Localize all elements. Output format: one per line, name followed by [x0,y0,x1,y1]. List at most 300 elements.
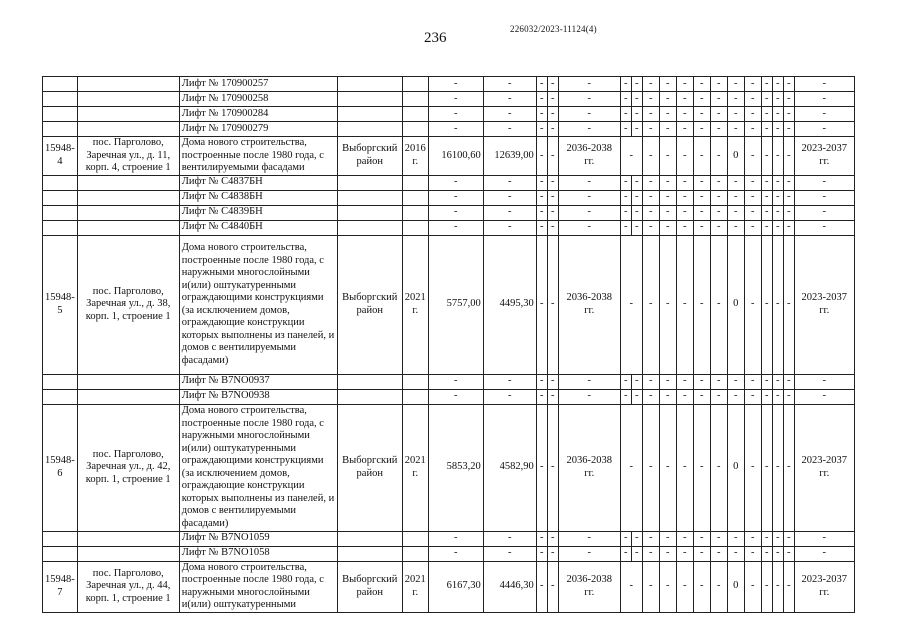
building-row [43,137,855,176]
period-cell: - [558,205,620,220]
work-cell: - [642,220,659,235]
work-cell: - [783,561,794,612]
area-living-cell: - [483,374,536,389]
address-cell [77,190,179,205]
building-row [43,561,855,612]
work-cell: - [642,175,659,190]
address-cell [77,389,179,404]
id-cell [43,190,78,205]
dash-cell: - [536,92,547,107]
work-cell: - [772,235,783,374]
work-cell: - [744,77,761,92]
work-cell: - [727,374,744,389]
work-cell: - [693,561,710,612]
lift-row [43,374,855,389]
dash-cell: - [547,561,558,612]
address-cell [77,175,179,190]
area-living-cell: - [483,77,536,92]
year-cell [402,389,428,404]
period-cell: 2036-2038 гг. [558,137,620,176]
work-cell: - [642,137,659,176]
dash-cell: - [536,235,547,374]
work-cell: - [693,531,710,546]
work-cell: - [783,77,794,92]
work-cell: - [693,175,710,190]
work-cell: - [659,77,676,92]
work-cell: - [761,190,772,205]
term-cell: - [794,205,854,220]
work-cell: - [710,107,727,122]
work-cell: - [727,92,744,107]
work-cell: - [744,546,761,561]
work-cell: - [710,389,727,404]
lift-row [43,175,855,190]
area-living-cell: - [483,190,536,205]
work-cell: - [772,546,783,561]
work-cell: - [727,122,744,137]
dash-cell: - [547,531,558,546]
area-total-cell: - [428,77,483,92]
work-cell: - [620,220,631,235]
work-cell: - [631,374,642,389]
work-cell: - [710,374,727,389]
work-cell: - [620,546,631,561]
period-cell: - [558,122,620,137]
work-cell: - [710,561,727,612]
year-cell [402,374,428,389]
work-cell: - [693,205,710,220]
work-cell: - [631,190,642,205]
work-cell: - [676,561,693,612]
dash-cell: - [547,205,558,220]
work-cell: - [710,531,727,546]
id-cell [43,546,78,561]
building-description: Дома нового строительства, построенные после 1980 года, с вентилируемыми фасадами [179,137,337,176]
work-cell: - [783,175,794,190]
district-cell: Выборгский район [337,561,402,612]
period-cell: - [558,175,620,190]
period-cell: - [558,107,620,122]
building-address: пос. Парголово, Заречная ул., д. 38, корп. 1, строение 1 [77,235,179,374]
work-cell: - [783,220,794,235]
work-cell: - [631,220,642,235]
work-cell: - [727,220,744,235]
dash-cell: - [547,389,558,404]
work-cell: - [783,235,794,374]
work-cell: - [659,107,676,122]
work-cell: - [620,404,642,531]
work-cell: - [693,404,710,531]
area-total-cell: - [428,531,483,546]
dash-cell: - [547,374,558,389]
dash-cell: - [547,137,558,176]
dash-cell: - [547,122,558,137]
year-cell [402,190,428,205]
work-cell: - [676,77,693,92]
year-cell [402,531,428,546]
work-cell: - [693,190,710,205]
area-total-cell: 5853,20 [428,404,483,531]
lift-row [43,190,855,205]
term-cell: - [794,77,854,92]
dash-cell: - [536,374,547,389]
district-cell [337,389,402,404]
work-cell: - [772,122,783,137]
work-cell: 0 [727,561,744,612]
lift-label: Лифт № С4838БН [179,190,337,205]
work-cell: - [761,235,772,374]
page-number: 236 [424,30,447,46]
period-cell: - [558,77,620,92]
work-cell: - [727,546,744,561]
lift-row [43,122,855,137]
work-cell: - [727,107,744,122]
id-cell [43,531,78,546]
work-cell: - [744,531,761,546]
area-total-cell: 5757,00 [428,235,483,374]
work-cell: - [772,404,783,531]
work-cell: - [783,92,794,107]
year-cell [402,175,428,190]
district-cell [337,531,402,546]
lift-label: Лифт № С4839БН [179,205,337,220]
term-cell: - [794,220,854,235]
area-total-cell: - [428,107,483,122]
address-cell [77,77,179,92]
address-cell [77,92,179,107]
dash-cell: - [547,92,558,107]
work-cell: - [693,546,710,561]
work-cell: 0 [727,404,744,531]
work-cell: - [772,190,783,205]
dash-cell: - [536,531,547,546]
work-cell: - [744,561,761,612]
building-id: 15948-7 [43,561,78,612]
term-cell: 2023-2037 гг. [794,137,854,176]
work-cell: - [744,205,761,220]
work-cell: - [642,374,659,389]
work-cell: - [693,77,710,92]
work-cell: - [676,531,693,546]
year-cell: 2021 г. [402,235,428,374]
area-living-cell: - [483,546,536,561]
address-cell [77,107,179,122]
work-cell: - [620,389,631,404]
work-cell: - [710,235,727,374]
work-cell: - [744,220,761,235]
building-id: 15948-5 [43,235,78,374]
year-cell [402,546,428,561]
lift-row [43,77,855,92]
area-living-cell: - [483,107,536,122]
work-cell: - [642,404,659,531]
dash-cell: - [536,389,547,404]
work-cell: - [783,374,794,389]
lift-label: Лифт № 170900258 [179,92,337,107]
work-cell: - [744,175,761,190]
id-cell [43,220,78,235]
work-cell: - [761,107,772,122]
year-cell [402,92,428,107]
work-cell: - [772,205,783,220]
building-id: 15948-4 [43,137,78,176]
period-cell: - [558,220,620,235]
work-cell: - [783,137,794,176]
work-cell: 0 [727,137,744,176]
work-cell: - [620,122,631,137]
building-id: 15948-6 [43,404,78,531]
work-cell: - [761,137,772,176]
area-living-cell: 12639,00 [483,137,536,176]
work-cell: - [693,107,710,122]
district-cell [337,122,402,137]
work-cell: - [620,92,631,107]
district-cell [337,190,402,205]
id-cell [43,77,78,92]
work-cell: - [676,220,693,235]
dash-cell: - [547,175,558,190]
housing-register-table [42,76,855,613]
work-cell: - [642,92,659,107]
work-cell: - [676,546,693,561]
area-total-cell: - [428,190,483,205]
work-cell: - [693,235,710,374]
building-address: пос. Парголово, Заречная ул., д. 44, корп. 1, строение 1 [77,561,179,612]
work-cell: - [772,92,783,107]
work-cell: - [710,92,727,107]
work-cell: - [631,205,642,220]
work-cell: - [620,561,642,612]
work-cell: - [727,190,744,205]
area-total-cell: - [428,175,483,190]
period-cell: - [558,546,620,561]
lift-row [43,546,855,561]
dash-cell: - [547,235,558,374]
work-cell: - [744,404,761,531]
work-cell: - [727,205,744,220]
building-row [43,404,855,531]
area-living-cell: - [483,220,536,235]
work-cell: - [642,546,659,561]
work-cell: - [761,561,772,612]
work-cell: - [620,77,631,92]
district-cell: Выборгский район [337,404,402,531]
work-cell: - [693,137,710,176]
work-cell: - [783,107,794,122]
lift-row [43,92,855,107]
district-cell [337,107,402,122]
period-cell: - [558,374,620,389]
work-cell: - [659,122,676,137]
work-cell: - [783,389,794,404]
work-cell: - [772,389,783,404]
work-cell: - [676,107,693,122]
lift-label: Лифт № С4840БН [179,220,337,235]
work-cell: - [642,122,659,137]
work-cell: - [710,220,727,235]
term-cell: 2023-2037 гг. [794,561,854,612]
lift-label: Лифт № В7NO0937 [179,374,337,389]
year-cell [402,77,428,92]
area-total-cell: - [428,220,483,235]
dash-cell: - [536,546,547,561]
term-cell: - [794,546,854,561]
work-cell: - [710,190,727,205]
work-cell: - [642,77,659,92]
work-cell: - [620,175,631,190]
work-cell: - [761,122,772,137]
work-cell: - [631,175,642,190]
work-cell: - [772,77,783,92]
work-cell: - [620,107,631,122]
work-cell: - [744,190,761,205]
work-cell: - [642,107,659,122]
area-total-cell: - [428,546,483,561]
work-cell: - [642,561,659,612]
area-living-cell: - [483,175,536,190]
term-cell: 2023-2037 гг. [794,235,854,374]
work-cell: - [783,122,794,137]
address-cell [77,546,179,561]
work-cell: - [676,205,693,220]
period-cell: - [558,531,620,546]
work-cell: - [659,561,676,612]
term-cell: - [794,190,854,205]
work-cell: - [772,137,783,176]
work-cell: - [783,531,794,546]
work-cell: - [693,122,710,137]
lift-label: Лифт № В7NO0938 [179,389,337,404]
work-cell: - [676,404,693,531]
work-cell: - [761,92,772,107]
work-cell: - [761,77,772,92]
building-description: Дома нового строительства, построенные после 1980 года, с наружными многослойными и(или) оштукатуренными ограждающими конструкциями (за исключением домов, ограждающие конструкции которых выполнены из панелей, и домов с вентилируемыми фасадами) [179,404,337,531]
building-description: Дома нового строительства, построенные после 1980 года, с наружными многослойными и(или) оштукатуренными ограждающими конструкциями (за исключением домов, ограждающие конструкции которых выполнены из панелей, и домов с вентилируемыми фасадами) [179,235,337,374]
building-description: Дома нового строительства, построенные после 1980 года, с наружными многослойными и(или) оштукатуренными [179,561,337,612]
period-cell: 2036-2038 гг. [558,561,620,612]
work-cell: - [659,531,676,546]
address-cell [77,220,179,235]
work-cell: - [710,175,727,190]
work-cell: - [642,531,659,546]
work-cell: - [676,92,693,107]
work-cell: - [761,175,772,190]
work-cell: - [676,389,693,404]
work-cell: - [631,531,642,546]
work-cell: 0 [727,235,744,374]
address-cell [77,122,179,137]
work-cell: - [631,122,642,137]
lift-row [43,220,855,235]
term-cell: - [794,175,854,190]
work-cell: - [710,77,727,92]
work-cell: - [642,389,659,404]
district-cell [337,205,402,220]
term-cell: - [794,122,854,137]
work-cell: - [727,175,744,190]
work-cell: - [772,374,783,389]
work-cell: - [676,175,693,190]
dash-cell: - [536,220,547,235]
district-cell: Выборгский район [337,235,402,374]
id-cell [43,122,78,137]
area-total-cell: 16100,60 [428,137,483,176]
lift-label: Лифт № В7NO1058 [179,546,337,561]
period-cell: 2036-2038 гг. [558,404,620,531]
lift-label: Лифт № 170900284 [179,107,337,122]
year-cell [402,220,428,235]
work-cell: - [659,546,676,561]
work-cell: - [631,546,642,561]
area-total-cell: - [428,374,483,389]
work-cell: - [659,92,676,107]
work-cell: - [761,374,772,389]
work-cell: - [676,374,693,389]
district-cell [337,92,402,107]
area-total-cell: - [428,92,483,107]
building-address: пос. Парголово, Заречная ул., д. 42, корп. 1, строение 1 [77,404,179,531]
area-living-cell: - [483,92,536,107]
period-cell: - [558,389,620,404]
term-cell: - [794,107,854,122]
work-cell: - [727,389,744,404]
district-cell [337,77,402,92]
period-cell: - [558,92,620,107]
work-cell: - [772,107,783,122]
work-cell: - [659,190,676,205]
lift-label: Лифт № В7NO1059 [179,531,337,546]
id-cell [43,374,78,389]
work-cell: - [761,546,772,561]
term-cell: - [794,374,854,389]
work-cell: - [693,92,710,107]
work-cell: - [676,122,693,137]
work-cell: - [631,92,642,107]
work-cell: - [744,389,761,404]
work-cell: - [744,374,761,389]
work-cell: - [710,404,727,531]
work-cell: - [710,122,727,137]
lift-row [43,205,855,220]
work-cell: - [620,235,642,374]
area-total-cell: - [428,205,483,220]
address-cell [77,205,179,220]
dash-cell: - [536,561,547,612]
dash-cell: - [536,190,547,205]
term-cell: 2023-2037 гг. [794,404,854,531]
district-cell [337,220,402,235]
address-cell [77,374,179,389]
work-cell: - [744,107,761,122]
area-living-cell: - [483,531,536,546]
work-cell: - [659,235,676,374]
work-cell: - [642,235,659,374]
dash-cell: - [547,220,558,235]
area-living-cell: 4446,30 [483,561,536,612]
id-cell [43,175,78,190]
year-cell [402,122,428,137]
id-cell [43,389,78,404]
dash-cell: - [536,122,547,137]
work-cell: - [772,220,783,235]
dash-cell: - [547,77,558,92]
work-cell: - [783,404,794,531]
district-cell [337,374,402,389]
district-cell [337,546,402,561]
work-cell: - [620,531,631,546]
work-cell: - [710,546,727,561]
work-cell: - [783,205,794,220]
